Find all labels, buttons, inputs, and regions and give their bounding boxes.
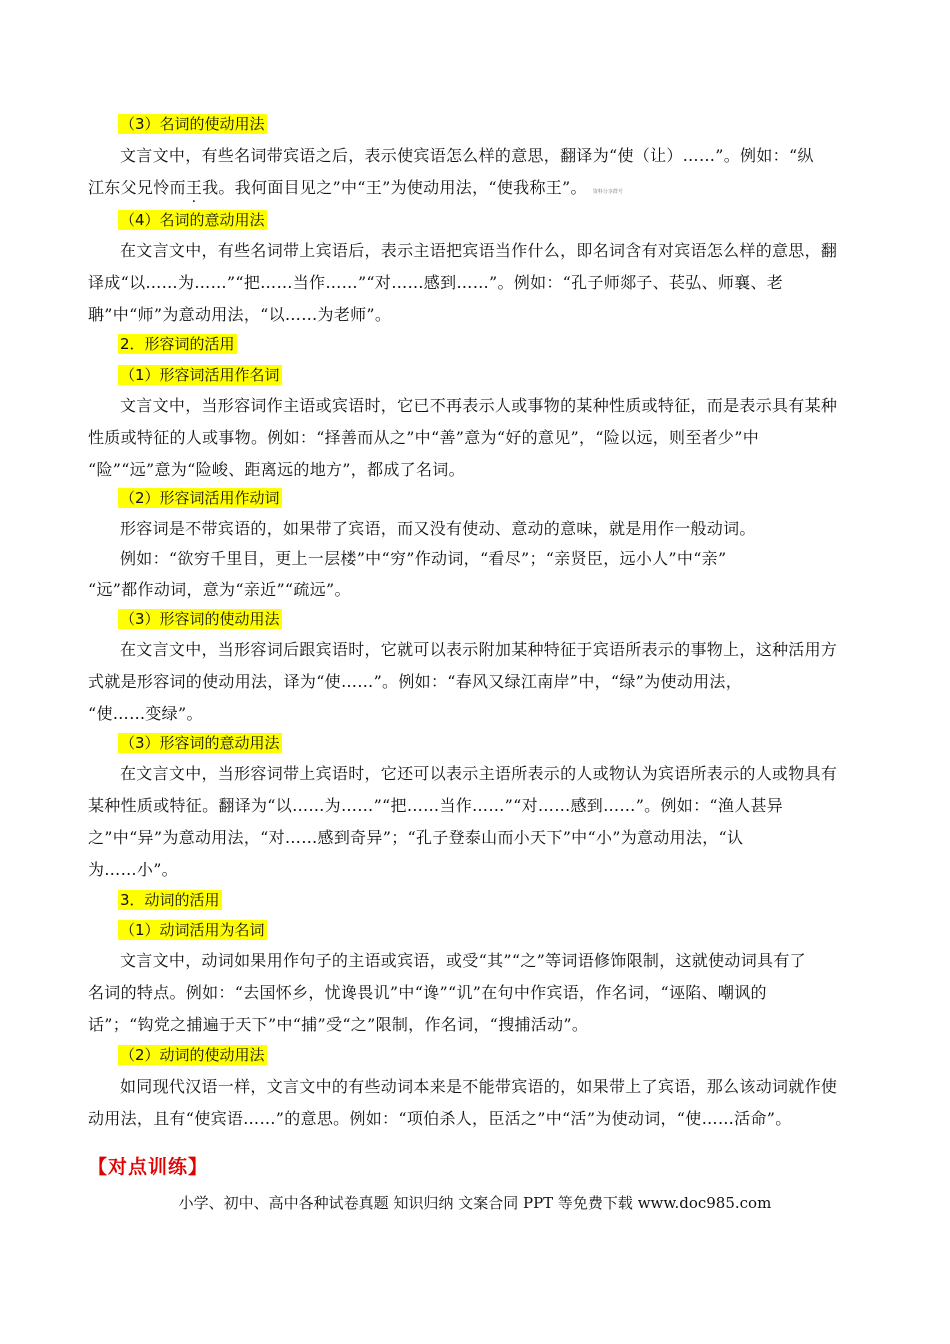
paragraph-line: 译成“以……为……”“把……当作……”“对……感到……”。例如：“孔子师郯子、苌弘、师襄、老: [88, 273, 784, 292]
paragraph-line: 某种性质或特征。翻译为“以……为……”“把……当作……”“对……感到……”。例如：“渔人甚异: [88, 796, 784, 815]
paragraph-line: 文言文中，当形容词作主语或宾语时，它已不再表示人或事物的某种性质或特征，而是表示具有某种: [120, 396, 838, 415]
page-footer: 小学、初中、高中各种试卷真题 知识归纳 文案合同 PPT 等免费下载 www.doc985.com: [178, 1194, 772, 1212]
paragraph-line: 式就是形容词的使动用法，译为“使……”。例如：“春风又绿江南岸”中，“绿”为使动用法，: [88, 672, 742, 691]
paragraph-line: 文言文中，动词如果用作句子的主语或宾语，或受“其”“之”等词语修饰限制，这就使动词具有了: [120, 951, 806, 970]
paragraph-line: 例如：“欲穷千里目，更上一层楼”中“穷”作动词，“看尽”；“亲贤臣，远小人”中“亲”: [120, 549, 727, 568]
heading-verb-causative: （2）动词的使动用法: [120, 1046, 265, 1064]
paragraph-line: 文言文中，有些名词带宾语之后，表示使宾语怎么样的意思，翻译为“使（让）……”。例如：“纵: [120, 146, 814, 165]
heading-noun-causative: （3）名词的使动用法: [120, 115, 265, 133]
heading-adj-putative: （3）形容词的意动用法: [120, 734, 280, 752]
paragraph-line: 在文言文中，当形容词带上宾语时，它还可以表示主语所表示的人或物认为宾语所表示的人或物具有: [120, 764, 838, 783]
paragraph-line: 在文言文中，当形容词后跟宾语时，它就可以表示附加某种特征于宾语所表示的事物上，这种活用方: [120, 640, 838, 659]
heading-verb: 3．动词的活用: [120, 891, 220, 909]
paragraph-line: 如同现代汉语一样，文言文中的有些动词本来是不能带宾语的，如果带上了宾语，那么该动词就作使: [120, 1077, 838, 1096]
watermark-mark: 资料分享群号: [592, 189, 623, 195]
paragraph-line: “险”“远”意为“险峻、距离远的地方”，都成了名词。: [88, 460, 465, 479]
paragraph-line: 江东父兄怜而王我。我何面目见之”中“王”为使动用法，“使我称王”。 资料分享群号: [88, 178, 623, 197]
heading-adj-causative: （3）形容词的使动用法: [120, 610, 280, 628]
heading-adj-verb: （2）形容词活用作动词: [120, 489, 280, 507]
paragraph-line: 名词的特点。例如：“去国怀乡，忧谗畏讥”中“谗”“讥”在句中作宾语，作名词，“诬陷、嘲讽的: [88, 983, 767, 1002]
heading-adj-noun: （1）形容词活用作名词: [120, 366, 280, 384]
paragraph-line: 形容词是不带宾语的，如果带了宾语，而又没有使动、意动的意味，就是用作一般动词。: [120, 519, 756, 538]
paragraph-line: “使……变绿”。: [88, 704, 203, 723]
paragraph-line: 在文言文中，有些名词带上宾语后，表示主语把宾语当作什么，即名词含有对宾语怎么样的意思，翻: [120, 241, 838, 260]
paragraph-line: 话”；“钩党之捕遍于天下”中“捕”受“之”限制，作名词，“搜捕活动”。: [88, 1015, 589, 1034]
practice-section-title: 【对点训练】: [88, 1156, 209, 1178]
paragraph-line: 聃”中“师”为意动用法，“以……为老师”。: [88, 305, 392, 324]
paragraph-line: 动用法，且有“使宾语……”的意思。例如：“项伯杀人，臣活之”中“活”为使动词，“使……活命”。: [88, 1109, 792, 1128]
paragraph-line: “远”都作动词，意为“亲近”“疏远”。: [88, 580, 351, 599]
paragraph-line: 性质或特征的人或事物。例如：“择善而从之”中“善”意为“好的意见”，“险以远，则至者少”中: [88, 428, 759, 447]
heading-noun-putative: （4）名词的意动用法: [120, 211, 265, 229]
paragraph-line: 之”中“异”为意动用法，“对……感到奇异”；“孔子登泰山而小天下”中“小”为意动用法，“认: [88, 828, 744, 847]
heading-verb-noun: （1）动词活用为名词: [120, 921, 265, 939]
heading-adjective: 2．形容词的活用: [120, 335, 235, 353]
paragraph-line: 为……小”。: [88, 860, 178, 879]
